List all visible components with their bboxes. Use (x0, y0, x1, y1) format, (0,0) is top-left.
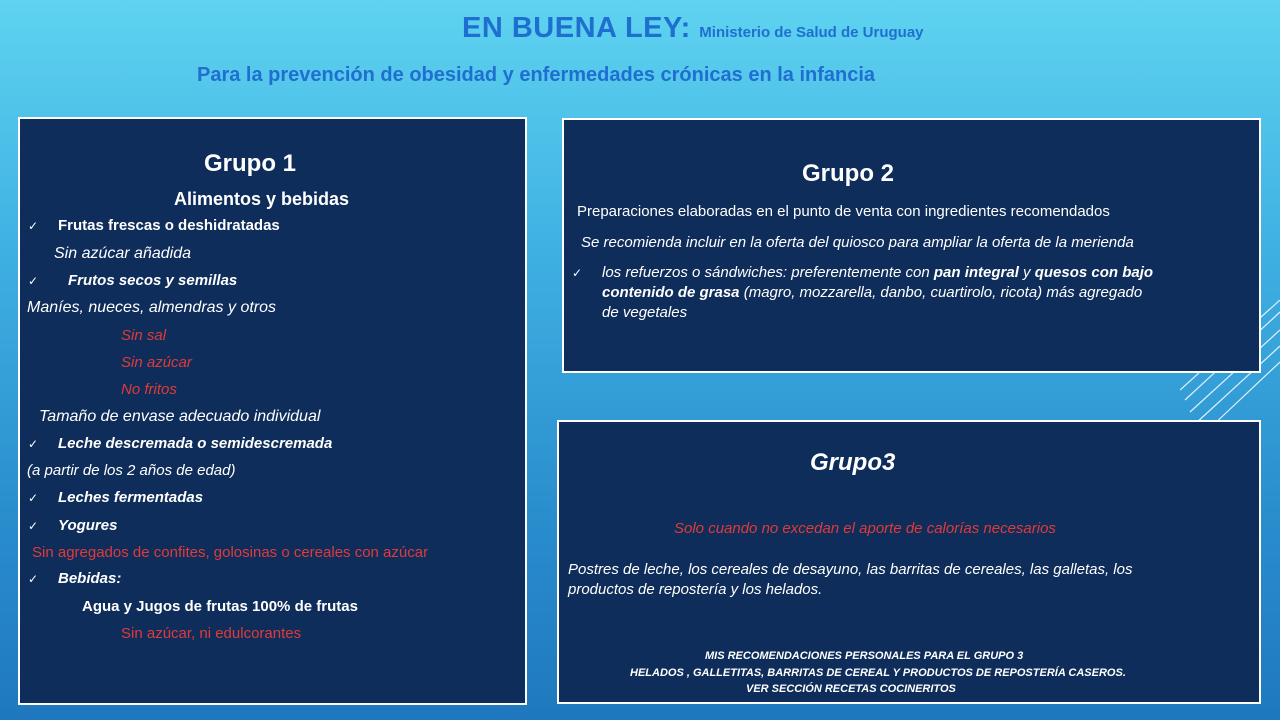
check-icon: ✓ (28, 491, 39, 505)
group1-subtitle: Alimentos y bebidas (174, 189, 350, 209)
g2-bullet-line1 (602, 264, 1153, 281)
check-icon: ✓ (28, 437, 39, 451)
g1-line: Agua y Jugos de frutas 100% de frutas (82, 598, 358, 615)
g1-line: Leche descremada o semidescremada (58, 435, 333, 452)
g1-line: No fritos (121, 381, 177, 398)
g1-line: Maníes, nueces, almendras y otros (27, 299, 277, 316)
g1-line: (a partir de los 2 años de edad) (27, 462, 236, 479)
g2-bullet-text: los refuerzos o sándwiches: preferentemente con (602, 264, 934, 281)
g2-bullet-bold: pan integral (933, 264, 1019, 281)
group3-warning: Solo cuando no excedan el aporte de calorías necesarios (674, 520, 1056, 537)
g1-line: Sin azúcar añadida (54, 245, 191, 262)
check-icon: ✓ (28, 572, 39, 586)
group3-rec-line3: VER SECCIÓN RECETAS COCINERITOS (746, 683, 956, 695)
check-icon: ✓ (28, 274, 39, 288)
g1-line: Sin agregados de confites, golosinas o cereales con azúcar (32, 544, 429, 561)
g1-line: Sin azúcar (121, 354, 192, 371)
group3-title: Grupo3 (810, 449, 896, 476)
group3-desc-line1: Postres de leche, los cereales de desayuno, las barritas de cereales, las galletas, los (568, 561, 1133, 578)
group1-title: Grupo 1 (204, 150, 297, 177)
g1-line: Yogures (58, 517, 118, 534)
g1-line: Frutos secos y semillas (68, 272, 238, 289)
check-icon: ✓ (28, 219, 39, 233)
title-main: EN BUENA LEY: (462, 12, 691, 44)
check-icon: ✓ (572, 266, 583, 280)
group3-rec-line2: HELADOS , GALLETITAS, BARRITAS DE CEREAL Y PRODUCTOS DE REPOSTERÍA CASEROS. (630, 667, 1126, 679)
g2-bullet-text: y (1018, 264, 1035, 281)
group3-panel (557, 420, 1261, 704)
g2-bullet-bold: contenido de grasa (602, 284, 740, 301)
group1-panel (18, 117, 527, 705)
check-icon: ✓ (28, 519, 39, 533)
g2-line1: Preparaciones elaboradas en el punto de venta con ingredientes recomendados (577, 203, 1110, 220)
group3-rec-line1: MIS RECOMENDACIONES PERSONALES PARA EL GRUPO 3 (705, 650, 1024, 662)
slide-subtitle: Para la prevención de obesidad y enfermedades crónicas en la infancia (197, 64, 876, 86)
g2-bullet-text: (magro, mozzarella, danbo, cuartirolo, ricota) más agregado (739, 284, 1143, 301)
group3-desc-line2: productos de repostería y los helados. (568, 581, 823, 598)
g1-line: Leches fermentadas (58, 489, 204, 506)
g2-bullet-line3: de vegetales (602, 304, 688, 321)
g1-line: Sin sal (121, 327, 167, 344)
g2-bullet-line2 (602, 284, 1142, 301)
g1-line: Frutas frescas o deshidratadas (58, 217, 280, 234)
g1-line: Tamaño de envase adecuado individual (39, 408, 321, 425)
g2-line2: Se recomienda incluir en la oferta del quiosco para ampliar la oferta de la merienda (581, 234, 1134, 251)
slide-title (462, 12, 924, 45)
group2-panel (562, 118, 1261, 373)
title-ministry: Ministerio de Salud de Uruguay (699, 24, 924, 41)
g1-line: Sin azúcar, ni edulcorantes (121, 625, 302, 642)
group2-title: Grupo 2 (802, 160, 895, 187)
g1-line: Bebidas: (58, 570, 122, 587)
g2-bullet-bold: quesos con bajo (1034, 264, 1154, 281)
